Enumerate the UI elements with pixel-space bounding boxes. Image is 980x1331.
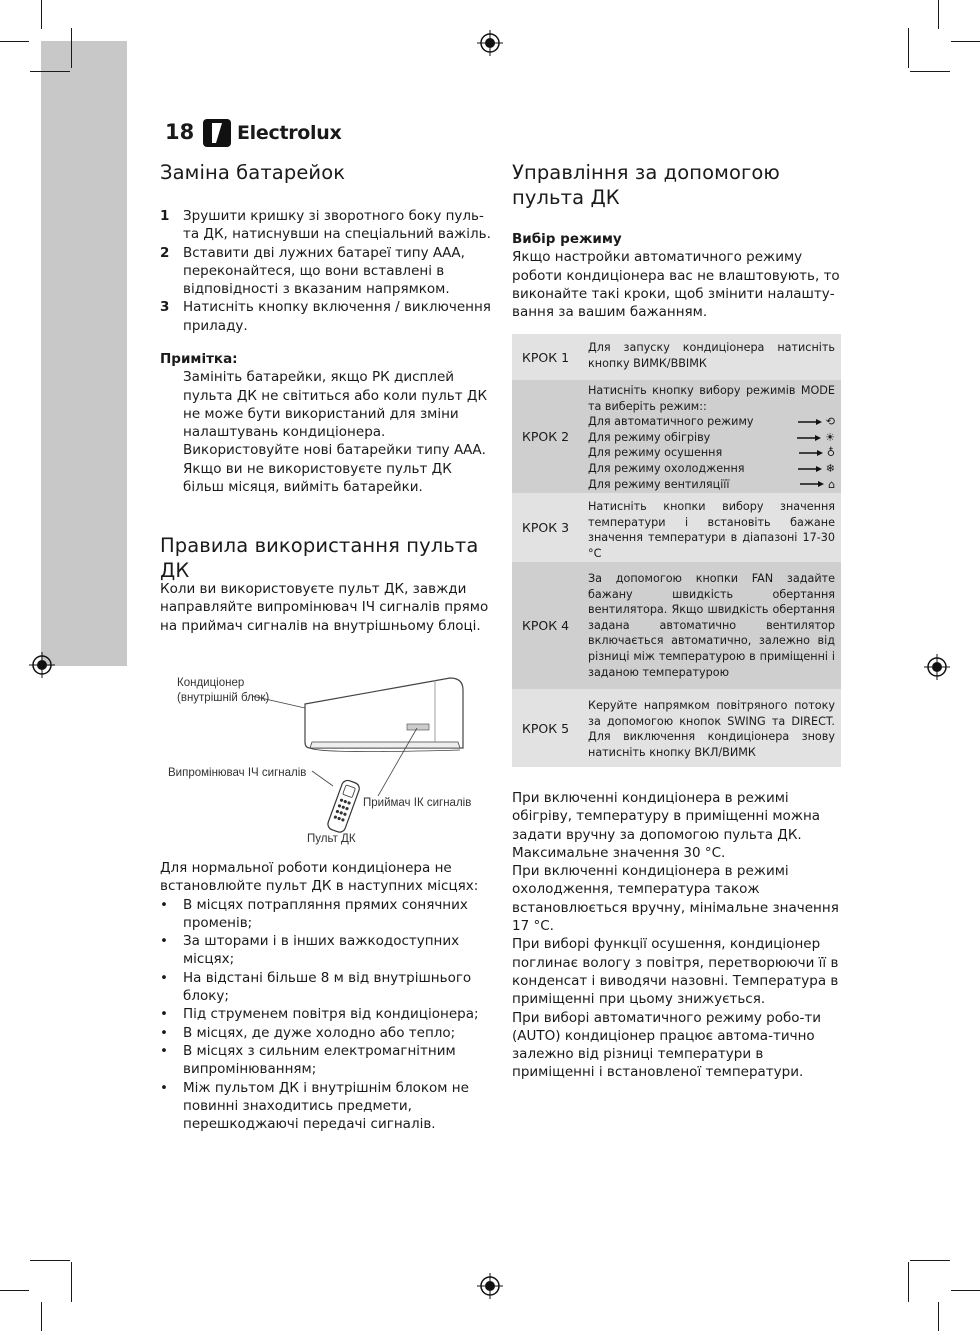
step-label: КРОК 3 bbox=[522, 520, 570, 535]
registration-mark-icon bbox=[29, 652, 55, 678]
step-number: 2 bbox=[160, 244, 170, 261]
step-description: Для запуску кондиціонера натисніть кнопку ВИМК/ВВІМК bbox=[588, 341, 835, 370]
mode-text: Для режиму вентиляціїї bbox=[588, 477, 730, 491]
crop-mark bbox=[938, 1302, 939, 1331]
note-text: Замініть батарейки, якщо РК дисплей пульта ДК не світиться або коли пульт ДК не може бути використаний для зміни налаштувань кондиціонера. Використовуйте нові батарейки типу ААА. Якщо ви не використовуєте пульт ДК більш місяця, вийміть батарейки. bbox=[183, 369, 488, 496]
list-item: • В місцях з сильним електромагнітним випромінюванням; bbox=[160, 1042, 495, 1079]
placement-block bbox=[160, 859, 495, 1133]
mode-item bbox=[588, 461, 835, 477]
list-item: • В місцях, де дуже холодно або тепло; bbox=[160, 1024, 456, 1041]
crop-mark bbox=[71, 1262, 72, 1302]
step-label: КРОК 1 bbox=[522, 349, 570, 365]
registration-mark-icon bbox=[477, 1273, 503, 1299]
bullet-text: Під струменем повітря від кондиціонера; bbox=[183, 1006, 479, 1023]
crop-mark bbox=[41, 0, 42, 29]
crop-mark bbox=[910, 71, 950, 72]
bullet-text: Між пультом ДК і внутрішнім блоком не повинні знаходитись предмети, перешкоджаючі передачі сигналів. bbox=[183, 1079, 469, 1133]
step-description: За допомогою кнопки FAN задайте бажану швидкість обертання вентилятора. Якщо швидкість обертання задана автоматично вентилятор включається автоматично, залежно від різниці між температурою в приміщенні і заданою температурою bbox=[588, 572, 835, 679]
bullet-text: В місцях з сильним електромагнітним випромінюванням; bbox=[183, 1042, 456, 1078]
paragraph: При включенні кондиціонера в режимі обігріву, температуру в приміщенні можна задати вручну за допомогою пульта ДК. Максимальне значення 30 °С. bbox=[512, 790, 821, 861]
electrolux-logo-icon bbox=[203, 119, 231, 147]
crop-mark bbox=[908, 28, 909, 68]
conditioner-label bbox=[177, 676, 269, 706]
mode-item bbox=[588, 477, 835, 493]
step-number: 1 bbox=[160, 208, 170, 224]
conditioner-label-line1: Кондиціонер bbox=[177, 677, 245, 689]
conditioner-label-line2: (внутрішній блок) bbox=[177, 692, 270, 704]
registration-mark-icon bbox=[477, 30, 503, 56]
step-label: КРОК 5 bbox=[522, 720, 570, 736]
mode-text: Для режиму охолодження bbox=[588, 461, 745, 475]
crop-mark bbox=[951, 41, 980, 42]
crop-mark bbox=[71, 28, 72, 68]
list-item: • На відстані більше 8 м від внутрішнього блоку; bbox=[160, 969, 495, 1006]
bullet-text: В місцях, де дуже холодно або тепло; bbox=[183, 1024, 456, 1041]
rules-section-title: Правила використання пульта ДК bbox=[160, 534, 479, 582]
mode-text: Для режиму осушення bbox=[588, 446, 723, 460]
cool-snowflake-icon: ❄ bbox=[825, 461, 835, 475]
crop-mark bbox=[951, 1290, 980, 1291]
brand-name: Electrolux bbox=[237, 122, 342, 144]
crop-mark bbox=[938, 0, 939, 29]
step-text: Вставити дві лужних батареї типу ААА, переконайтеся, що вони вставлені в відповідності з вказаним напрямком. bbox=[183, 244, 465, 298]
remote-label: Пульт ДК bbox=[307, 833, 356, 845]
rules-text: Коли ви використовуєте пульт ДК, завжди направляйте випромінювач ІЧ сигналів прямо на приймач сигналів на внутрішньому блоці. bbox=[160, 581, 489, 634]
crop-mark bbox=[910, 1260, 950, 1261]
bullet-text: В місцях потрапляння прямих сонячних променів; bbox=[183, 896, 468, 931]
page-number: 18 bbox=[165, 120, 195, 144]
heat-sun-icon: ☀ bbox=[824, 430, 835, 444]
list-item bbox=[160, 298, 495, 335]
control-section-title: Управління за допомогою пульта ДК bbox=[512, 161, 780, 209]
paragraph: При виборі автоматичного режиму робо-ти (AUTO) кондиціонер працює автома-тично залежно від різниці температури в приміщенні і встановленої температури. bbox=[512, 1009, 822, 1081]
mode-block bbox=[512, 230, 842, 321]
step-description: Керуйте напрямком повітряного потоку за допомогою кнопок SWING та DIRECT. Для виключення кондиціонера знову натисніть кнопку ВКЛ/ВИМК bbox=[588, 699, 835, 759]
list-item: • За шторами і в інших важкодоступних місцях; bbox=[160, 932, 495, 969]
crop-mark bbox=[41, 1302, 42, 1331]
table-row bbox=[512, 493, 841, 562]
battery-steps-list bbox=[160, 207, 495, 335]
step-label: КРОК 4 bbox=[522, 618, 570, 633]
paragraph: При виборі функції осушення, кондиціонер поглинає вологу з повітря, перетворюючи її в конденсат і виводячи назовні. Температура в приміщенні при цьому знижується. bbox=[512, 936, 839, 1008]
step-number: 3 bbox=[160, 299, 170, 316]
registration-mark-icon bbox=[924, 654, 950, 680]
table-row bbox=[512, 689, 841, 767]
table-row bbox=[512, 562, 841, 689]
crop-mark bbox=[908, 1262, 909, 1302]
crop-mark bbox=[30, 71, 70, 72]
mode-intro: Якщо настройки автоматичного режиму роботи кондиціонера вас не влаштовують, то виконайте такі кроки, щоб змінити налашту-вання за вашим бажанням. bbox=[512, 249, 840, 321]
receiver-label: Приймач ІК сигналів bbox=[363, 797, 472, 809]
step-text: Натисніть кнопку включення / виключення приладу. bbox=[183, 299, 491, 334]
step-description bbox=[585, 380, 841, 493]
step-text: Зрушити кришку зі зворотного боку пуль-та ДК, натиснувши на спеціальний важіль. bbox=[183, 208, 491, 243]
mode-text: Для режиму обігріву bbox=[588, 430, 711, 444]
dry-drop-icon: ♁ bbox=[826, 446, 835, 460]
emitter-label: Випромінювач ІЧ сигналів bbox=[168, 767, 307, 779]
step-label: КРОК 2 bbox=[522, 429, 570, 444]
mode-text: Для автоматичного режиму bbox=[588, 415, 754, 429]
mode-title: Вибір режиму bbox=[512, 231, 622, 247]
mode-item bbox=[588, 414, 835, 430]
crop-mark bbox=[0, 1290, 29, 1291]
mode-item bbox=[588, 430, 835, 446]
list-item bbox=[160, 207, 495, 244]
paragraph: При включенні кондиціонера в режимі охолодження, температура також встановлюється вручну, мінімальне значення 17 °С. bbox=[512, 863, 839, 935]
table-row bbox=[512, 334, 841, 380]
list-item bbox=[160, 244, 495, 299]
step-text: Натисніть кнопку вибору режимів MODE та виберіть режим:: bbox=[588, 384, 835, 413]
crop-mark bbox=[30, 1260, 70, 1261]
table-row bbox=[512, 380, 841, 493]
note-title: Примітка: bbox=[160, 351, 238, 367]
mode-item bbox=[588, 445, 835, 461]
brand-logo bbox=[203, 119, 341, 147]
battery-section-title: Заміна батарейок bbox=[160, 161, 346, 184]
step-description: Натисніть кнопки вибору значення температури і встановіть бажане значення температури в діапазоні 17-30 °С bbox=[588, 500, 835, 560]
note-block bbox=[160, 350, 495, 496]
bullet-text: На відстані більше 8 м від внутрішнього блоку; bbox=[183, 969, 472, 1005]
list-item: • Між пультом ДК і внутрішнім блоком не повинні знаходитись предмети, перешкоджаючі передачі сигналів. bbox=[160, 1079, 495, 1134]
bullet-text: За шторами і в інших важкодоступних місцях; bbox=[183, 933, 460, 968]
placement-intro: Для нормальної роботи кондиціонера не встановлюйте пульт ДК в наступних місцях: bbox=[160, 860, 479, 895]
list-item: • В місцях потрапляння прямих сонячних променів; bbox=[160, 896, 495, 933]
fan-icon: ⌂ bbox=[827, 477, 835, 491]
mode-notes bbox=[512, 789, 842, 1082]
remote-usage-diagram bbox=[160, 668, 500, 852]
side-tab-band bbox=[41, 41, 127, 666]
crop-mark bbox=[0, 41, 29, 42]
auto-mode-icon: ⟲ bbox=[825, 415, 835, 429]
list-item: • Під струменем повітря від кондиціонера; bbox=[160, 1006, 479, 1023]
